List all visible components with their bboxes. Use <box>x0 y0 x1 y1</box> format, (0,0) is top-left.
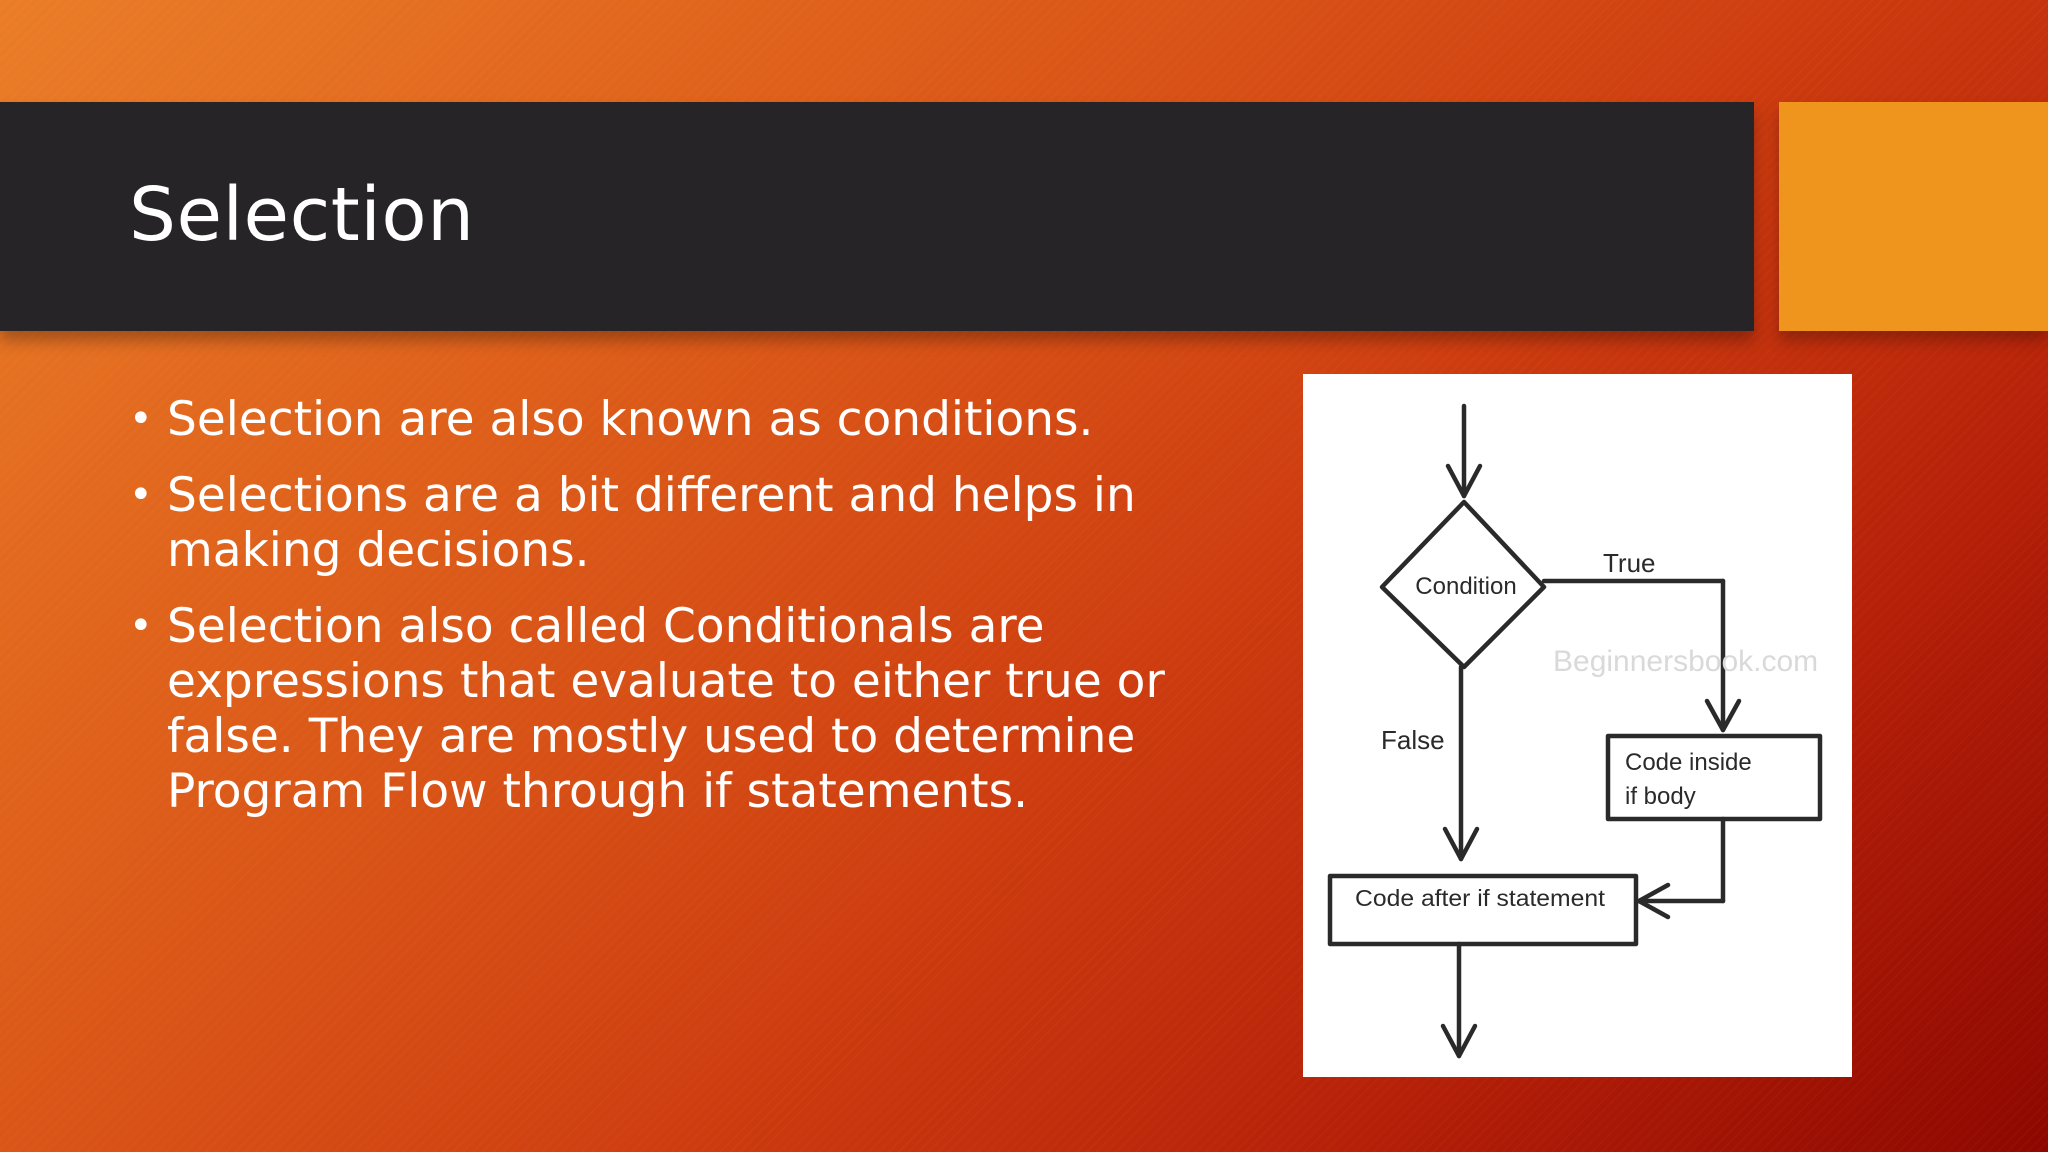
condition-label: Condition <box>1415 573 1517 600</box>
if-body-label-line1: Code inside <box>1625 749 1752 776</box>
bullet-item <box>129 599 1189 819</box>
bullet-icon: • <box>129 396 153 442</box>
bullet-icon: • <box>129 603 153 649</box>
after-statement-label: Code after if statement <box>1355 885 1606 911</box>
bullet-text: Selection are also known as conditions. <box>167 392 1094 447</box>
bullet-list <box>129 392 1189 840</box>
bullet-icon: • <box>129 472 153 518</box>
slide-title: Selection <box>129 172 475 258</box>
flowchart-image <box>1303 374 1852 1077</box>
true-label: True <box>1603 548 1656 578</box>
bullet-item <box>129 468 1189 578</box>
bullet-text: Selection also called Conditionals are expressions that evaluate to either true or false. They are mostly used to determine Program Flow through if statements. <box>167 599 1165 819</box>
bullet-item <box>129 392 1189 447</box>
false-label: False <box>1381 725 1445 755</box>
flowchart-svg <box>1303 374 1852 1077</box>
watermark-text: Beginnersbook.com <box>1553 645 1819 678</box>
if-body-label-line2: if body <box>1625 783 1696 810</box>
bullet-text: Selections are a bit different and helps in making decisions. <box>167 468 1136 578</box>
accent-block <box>1779 102 2048 331</box>
